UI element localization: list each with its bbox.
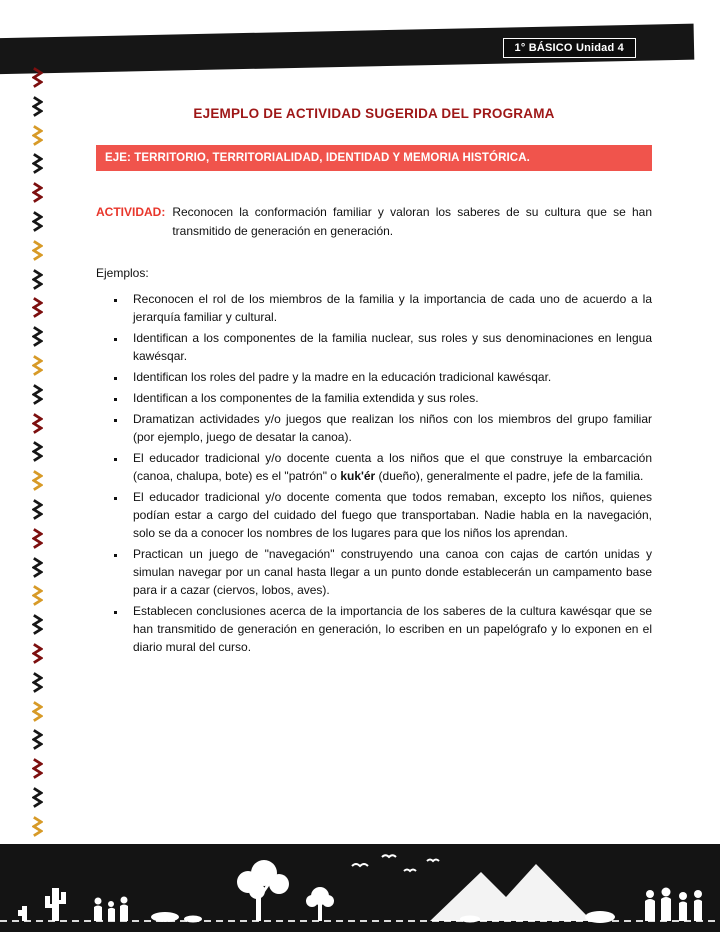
zigzag-ornament-icon — [32, 440, 43, 463]
zigzag-ornament-icon — [32, 498, 43, 521]
zigzag-ornament-icon — [32, 728, 43, 751]
example-bullet-item: ▪ Dramatizan actividades y/o juegos que realizan los niños con los miembros del grupo familiar (por ejemplo, juego de desatar la canoa). — [126, 410, 652, 446]
zigzag-ornament-icon — [32, 95, 43, 118]
zigzag-ornament-icon — [32, 268, 43, 291]
zigzag-ornament-icon — [32, 527, 43, 550]
main-content — [96, 106, 652, 659]
zigzag-ornament-icon — [32, 757, 43, 780]
zigzag-ornament-icon — [32, 642, 43, 665]
zigzag-ornament-icon — [32, 815, 43, 838]
zigzag-ornament-icon — [32, 66, 43, 89]
zigzag-ornament-icon — [32, 296, 43, 319]
zigzag-ornament-icon — [32, 786, 43, 809]
zigzag-ornament-icon — [32, 700, 43, 723]
example-bullet-item: ▪ Reconocen el rol de los miembros de la familia y la importancia de cada uno de acuerdo a la jerarquía familiar y cultural. — [126, 290, 652, 326]
zigzag-ornament-icon — [32, 124, 43, 147]
zigzag-ornament-icon — [32, 325, 43, 348]
zigzag-ornament-icon — [32, 671, 43, 694]
example-bullet-item: ▪ El educador tradicional y/o docente cuenta a los niños que el que construye la embarcación (canoa, chalupa, bote) es el "patrón" o kuk'ér (dueño), generalmente el padre, jefe de la familia. — [126, 449, 652, 485]
eje-banner: EJE: TERRITORIO, TERRITORIALIDAD, IDENTIDAD Y MEMORIA HISTÓRICA. — [96, 145, 652, 171]
example-bullet-item: ▪ Establecen conclusiones acerca de la importancia de los saberes de la cultura kawésqar que se han transmitido de generación en generación, lo escriben en un papelógrafo y lo exponen en el diario mural del curso. — [126, 602, 652, 656]
zigzag-ornament-icon — [32, 613, 43, 636]
zigzag-ornament-icon — [32, 584, 43, 607]
zigzag-ornament-icon — [32, 239, 43, 262]
zigzag-ornament-icon — [32, 152, 43, 175]
zigzag-ornament-icon — [32, 354, 43, 377]
zigzag-ornament-icon — [32, 181, 43, 204]
examples-label: Ejemplos: — [96, 266, 149, 281]
example-bullet-item: ▪ Identifican a los componentes de la familia nuclear, sus roles y sus denominaciones en lengua kawésqar. — [126, 329, 652, 365]
zigzag-ornament-icon — [32, 210, 43, 233]
page-title: EJEMPLO DE ACTIVIDAD SUGERIDA DEL PROGRAMA — [193, 106, 555, 121]
zigzag-ornament-icon — [32, 383, 43, 406]
example-bullet-item: ▪ El educador tradicional y/o docente comenta que todos remaban, excepto los niños, quienes podían estar a cargo del cuidado del fuego que transportaban. Nadie habla en la navegación, solo se da a conocer los nombres de los lugares para que los niños los aprendan. — [126, 488, 652, 542]
zigzag-ornament-icon — [32, 412, 43, 435]
activity-text: Reconocen la conformación familiar y valoran los saberes de su cultura que se han transmitido de generación en generación. — [172, 205, 652, 238]
unit-badge: 1° BÁSICO Unidad 4 — [503, 38, 636, 58]
zigzag-ornament-icon — [32, 556, 43, 579]
examples-list — [96, 290, 652, 656]
zigzag-ornament-icon — [32, 469, 43, 492]
example-bullet-item: ▪ Identifican a los componentes de la familia extendida y sus roles. — [126, 389, 652, 407]
activity-row — [96, 203, 652, 240]
example-bullet-item: ▪ Practican un juego de "navegación" construyendo una canoa con cajas de cartón unidas y simulan navegar por un canal hasta llegar a un punto donde establecerán un campamento base para ir a cazar (ciervos, lobos, aves). — [126, 545, 652, 599]
footer-silhouette-band — [0, 844, 720, 932]
activity-label: ACTIVIDAD: — [96, 205, 166, 219]
example-bullet-item: ▪ Identifican los roles del padre y la madre en la educación tradicional kawésqar. — [126, 368, 652, 386]
left-ornament-strip — [29, 66, 45, 838]
